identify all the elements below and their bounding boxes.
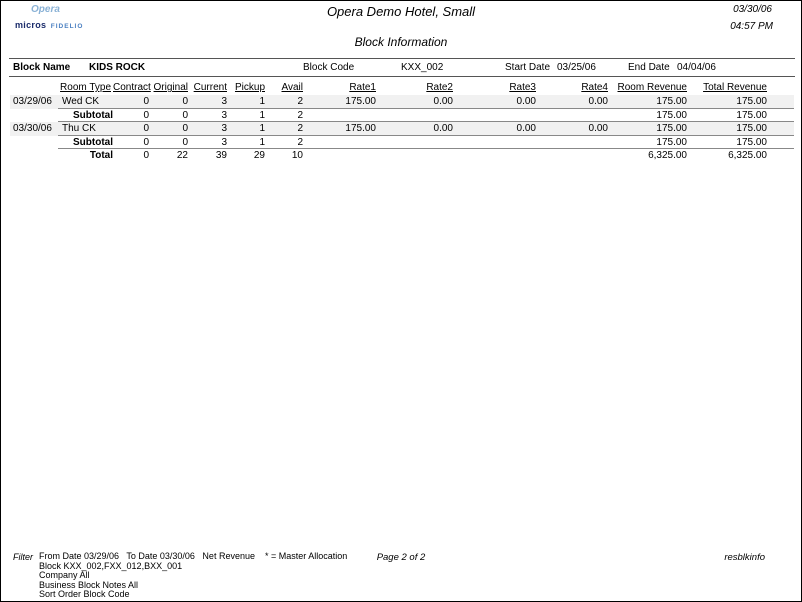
hotel-name: Opera Demo Hotel, Small [326,4,476,19]
block-information-table [10,81,794,163]
filter-line: Company All [39,570,90,581]
report-time: 04:57 PM [730,21,773,32]
start-date-label: Start Date [505,62,551,73]
cell-current: 39 [215,150,227,161]
cell-contract: 0 [113,122,151,136]
cell-contract: 0 [113,136,151,150]
end-date-value: 04/04/06 [677,62,716,73]
report-date: 03/30/06 [733,4,772,15]
block-name-label: Block Name [13,62,71,73]
cell-rate3 [455,149,538,163]
page-number: Page 2 of 2 [376,552,426,563]
cell-room-revenue: 6,325.00 [648,150,687,161]
fidelio-logo-text: FIDELIO [50,23,84,30]
header-total-revenue: Total Revenue [703,82,767,93]
cell-avail: 2 [267,95,305,109]
cell-rate4 [538,149,610,163]
block-code-label: Block Code [303,62,355,73]
cell-rate2: 0.00 [378,95,455,109]
cell-rate3 [455,109,538,123]
table-header-row [10,81,794,95]
cell-current: 3 [190,122,229,136]
cell-avail: 2 [267,109,305,123]
header-rate1: Rate1 [349,82,376,93]
block-code-value: KXX_002 [401,62,444,73]
cell-rate1 [305,109,378,123]
cell-total-revenue: 6,325.00 [728,150,767,161]
header-avail: Avail [281,82,303,93]
cell-total-revenue: 175.00 [689,122,794,136]
report-id: resblkinfo [724,552,765,563]
cell-room-revenue: 175.00 [610,109,689,123]
table-row-subtotal [10,109,794,123]
cell-room-revenue: 175.00 [610,95,689,109]
block-info-bar [9,58,795,77]
cell-rate1: 175.00 [305,95,378,109]
cell-rate4: 0.00 [538,95,610,109]
cell-label: Total [89,150,113,161]
cell-original: 0 [151,122,190,136]
cell-rate2 [378,149,455,163]
header-date-spacer [10,81,58,95]
header-pickup: Pickup [234,82,265,93]
filter-line: Business Block Notes All [39,579,139,590]
cell-rate1 [305,136,378,150]
table-body [10,95,794,163]
header-current: Current [193,82,227,93]
header-room-revenue: Room Revenue [617,82,687,93]
block-name-value: KIDS ROCK [89,62,146,73]
cell-avail: 10 [291,150,303,161]
cell-room-revenue: 175.00 [610,122,689,136]
cell-rate4 [538,109,610,123]
cell-label: Wed CK [58,95,113,109]
filter-line: From Date 03/29/06 To Date 03/30/06 Net Revenue * = Master Allocation [39,551,348,561]
cell-contract: 0 [113,95,151,109]
cell-original: 0 [151,95,190,109]
cell-original: 0 [151,109,190,123]
report-title: Block Information [354,35,448,49]
cell-current: 3 [190,109,229,123]
cell-rate1 [305,149,378,163]
cell-rate2 [378,136,455,150]
cell-pickup: 1 [229,109,267,123]
micros-logo-text: micros [15,20,47,30]
cell-current: 3 [190,136,229,150]
cell-date [10,109,58,123]
cell-label: Thu CK [58,122,113,136]
cell-rate4: 0.00 [538,122,610,136]
cell-room-revenue: 175.00 [610,136,689,150]
cell-contract: 0 [113,109,151,123]
filter-label: Filter [13,552,33,562]
cell-total-revenue: 175.00 [689,109,794,123]
cell-date [10,149,58,163]
end-date-label: End Date [628,62,670,73]
cell-total-revenue: 175.00 [689,136,794,150]
opera-logo-text: Opera [31,4,60,15]
cell-rate2: 0.00 [378,122,455,136]
table-row-subtotal [10,136,794,150]
cell-pickup: 1 [229,122,267,136]
cell-contract: 0 [143,150,149,161]
filter-line: Sort Order Block Code [39,589,130,600]
cell-pickup: 1 [229,136,267,150]
header-rate2: Rate2 [426,82,453,93]
header-rate3: Rate3 [509,82,536,93]
cell-original: 0 [151,136,190,150]
start-date-value: 03/25/06 [557,62,596,73]
cell-rate4 [538,136,610,150]
cell-label: Subtotal [58,136,113,150]
cell-rate3: 0.00 [455,122,538,136]
cell-date [10,136,58,150]
cell-rate2 [378,109,455,123]
cell-rate3: 0.00 [455,95,538,109]
cell-avail: 2 [267,122,305,136]
cell-date: 03/29/06 [13,96,52,107]
header-original: Original [153,82,188,93]
table-row-data [10,95,794,109]
cell-pickup: 1 [229,95,267,109]
cell-rate3 [455,136,538,150]
table-row-total [10,149,794,163]
cell-pickup: 29 [253,150,265,161]
cell-label: Subtotal [58,109,113,123]
cell-date: 03/30/06 [13,123,52,134]
cell-original: 22 [176,150,188,161]
cell-avail: 2 [267,136,305,150]
cell-rate1: 175.00 [305,122,378,136]
header-room-type: Room Type [60,82,111,93]
cell-total-revenue: 175.00 [689,95,794,109]
cell-current: 3 [190,95,229,109]
header-contract: Contract [113,82,151,93]
header-rate4: Rate4 [581,82,608,93]
filter-line: Block KXX_002,FXX_012,BXX_001 [39,560,183,571]
table-row-data [10,122,794,136]
